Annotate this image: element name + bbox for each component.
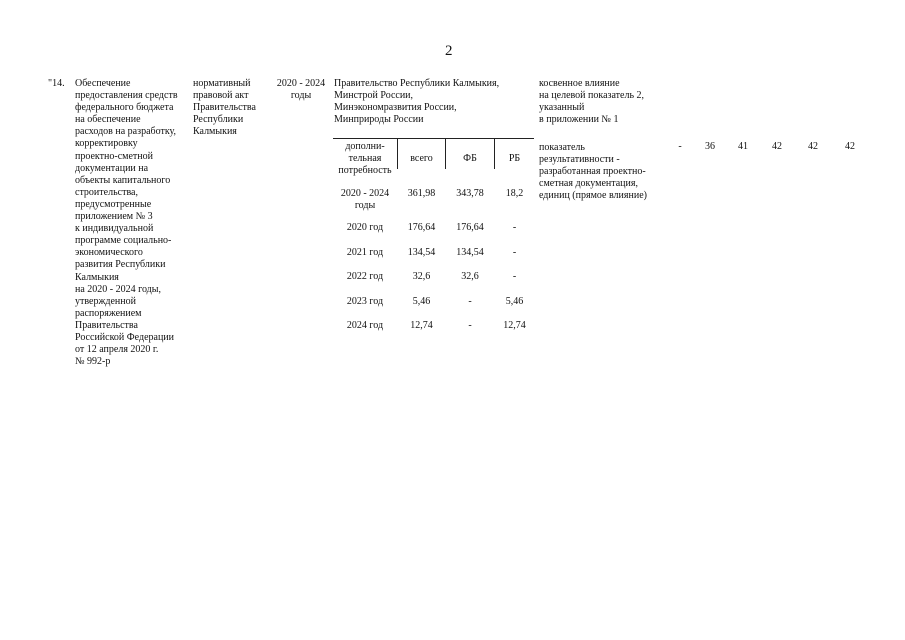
executor-line: Минстрой России, bbox=[334, 90, 414, 102]
finance-header-line: тельная bbox=[348, 153, 382, 164]
period-line: 2020 - 2024 bbox=[276, 78, 326, 89]
indirect-line: косвенное влияние bbox=[539, 78, 620, 89]
description-line: утвержденной bbox=[75, 295, 136, 307]
act-line: правовой акт bbox=[193, 90, 249, 102]
description-line: предоставления средств bbox=[75, 90, 178, 102]
description-line: документации на bbox=[75, 162, 149, 174]
indicator-value: - bbox=[678, 141, 682, 152]
page-number: 2 bbox=[445, 43, 453, 59]
description-line: № 992-р bbox=[75, 356, 111, 368]
indicator-value: 42 bbox=[845, 141, 855, 152]
description-line: федерального бюджета bbox=[75, 102, 174, 114]
period-line: годы bbox=[290, 90, 312, 102]
implementation-period bbox=[274, 78, 328, 102]
act-line: нормативный bbox=[193, 78, 251, 89]
finance-value-rb: 18,2 bbox=[505, 188, 524, 199]
indicator-value: 42 bbox=[808, 141, 818, 152]
indicator-line: единиц (прямое влияние) bbox=[539, 190, 647, 202]
finance-value-total: 134,54 bbox=[407, 247, 436, 258]
act-line: Республики bbox=[193, 114, 244, 126]
finance-value-fb: 32,6 bbox=[461, 271, 479, 282]
executor-line: Минприроды России bbox=[334, 114, 424, 126]
finance-row-label-line: 2023 год bbox=[346, 296, 384, 307]
finance-row-label-line: годы bbox=[354, 200, 376, 211]
finance-value-fb: 134,54 bbox=[456, 247, 484, 258]
finance-value-total: 12,74 bbox=[410, 320, 433, 331]
finance-row-label bbox=[333, 271, 397, 283]
finance-value-total: 32,6 bbox=[412, 271, 431, 282]
description-line: приложением № 3 bbox=[75, 211, 153, 223]
finance-value-rb: 5,46 bbox=[505, 296, 524, 307]
indirect-influence bbox=[539, 78, 644, 126]
measure-description bbox=[75, 78, 178, 368]
indicator-line: сметная документация, bbox=[539, 178, 638, 190]
description-line: корректировку bbox=[75, 138, 138, 150]
finance-header-line: ФБ bbox=[463, 153, 477, 164]
finance-value-fb: - bbox=[468, 296, 472, 307]
executor-line: Правительство Республики Калмыкия, bbox=[334, 78, 500, 89]
description-line: к индивидуальной bbox=[75, 223, 154, 235]
description-line: экономического bbox=[75, 247, 143, 259]
finance-row-label bbox=[333, 222, 397, 234]
finance-value-rb: 12,74 bbox=[503, 320, 526, 331]
description-line: объекты капитального bbox=[75, 174, 171, 186]
finance-row-label bbox=[333, 188, 397, 212]
description-line: проектно-сметной bbox=[75, 150, 153, 162]
finance-header-cell bbox=[446, 153, 494, 165]
description-line: строительства, bbox=[75, 186, 138, 198]
finance-row-label-line: 2020 год bbox=[346, 222, 384, 233]
finance-header-line: всего bbox=[410, 153, 433, 164]
description-line: на 2020 - 2024 годы, bbox=[75, 283, 161, 295]
executors bbox=[334, 78, 499, 126]
finance-row-label-line: 2020 - 2024 bbox=[340, 188, 390, 199]
description-line: от 12 апреля 2020 г. bbox=[75, 344, 159, 356]
indicator-line: разработанная проектно- bbox=[539, 166, 646, 178]
finance-value-rb: - bbox=[512, 222, 517, 233]
finance-header-line: дополни- bbox=[345, 141, 385, 152]
finance-row-label bbox=[333, 296, 397, 308]
description-line: распоряжением bbox=[75, 307, 142, 319]
finance-value-rb: - bbox=[512, 271, 517, 282]
indirect-line: в приложении № 1 bbox=[539, 114, 619, 126]
description-line: расходов на разработку, bbox=[75, 126, 177, 138]
indicator-line: показатель bbox=[539, 142, 585, 153]
finance-row-label bbox=[333, 320, 397, 332]
indicator-value: 41 bbox=[738, 141, 748, 152]
act-line: Калмыкия bbox=[193, 126, 237, 138]
description-line: предусмотренные bbox=[75, 198, 152, 210]
finance-header-cell bbox=[333, 141, 397, 177]
finance-row-label-line: 2024 год bbox=[346, 320, 384, 331]
finance-row-label-line: 2022 год bbox=[346, 271, 384, 282]
finance-row-label-line: 2021 год bbox=[346, 247, 384, 258]
finance-value-fb: - bbox=[468, 320, 472, 331]
finance-header-line: потребность bbox=[338, 165, 392, 176]
description-line: Правительства bbox=[75, 319, 138, 331]
description-line: Обеспечение bbox=[75, 78, 131, 89]
finance-value-fb: 176,64 bbox=[456, 222, 484, 233]
description-line: развития Республики bbox=[75, 259, 166, 271]
act-line: Правительства bbox=[193, 102, 256, 114]
finance-value-rb: - bbox=[512, 247, 517, 258]
finance-row-label bbox=[333, 247, 397, 259]
indicator-value: 42 bbox=[772, 141, 782, 152]
description-line: на обеспечение bbox=[75, 114, 141, 126]
row-number: "14. bbox=[48, 78, 65, 89]
indirect-line: указанный bbox=[539, 102, 585, 114]
finance-header-line: РБ bbox=[508, 153, 521, 164]
finance-table-top-border bbox=[333, 138, 534, 139]
finance-header-cell bbox=[495, 153, 534, 165]
finance-value-total: 5,46 bbox=[412, 296, 431, 307]
description-line: Калмыкия bbox=[75, 271, 119, 283]
finance-value-total: 176,64 bbox=[407, 222, 436, 233]
indicator-line: результативности - bbox=[539, 154, 620, 166]
legal-act-type bbox=[193, 78, 256, 138]
description-line: Российской Федерации bbox=[75, 331, 175, 343]
indirect-line: на целевой показатель 2, bbox=[539, 90, 644, 102]
finance-header-cell bbox=[398, 153, 445, 165]
executor-line: Минэкономразвития России, bbox=[334, 102, 457, 114]
indicator-value: 36 bbox=[705, 141, 715, 152]
finance-value-total: 361,98 bbox=[407, 188, 436, 199]
finance-value-fb: 343,78 bbox=[456, 188, 484, 199]
description-line: программе социально- bbox=[75, 235, 172, 247]
result-indicator bbox=[539, 142, 647, 202]
